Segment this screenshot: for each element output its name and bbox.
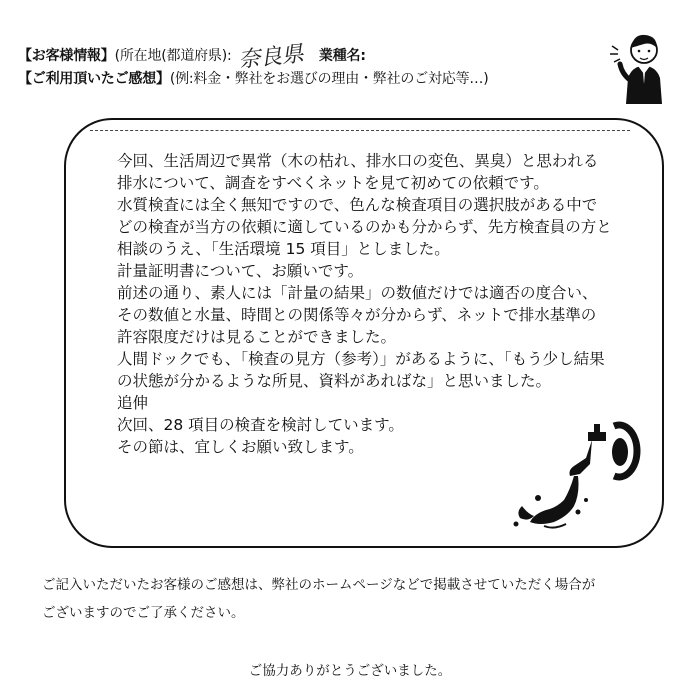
comment-line: 前述の通り、素人には「計量の結果」の数値だけでは適否の度合い、 xyxy=(117,284,598,302)
businessman-illustration xyxy=(608,30,668,105)
comment-line: その数値と水量、時間との関係等々が分からず、ネットで排水基準の xyxy=(117,306,597,324)
industry-label: 業種名: xyxy=(318,48,366,64)
comment-line: 追伸 xyxy=(117,394,149,412)
prefecture-handwritten: 奈良県 xyxy=(236,41,305,74)
comment-line: 水質検査には全く無知ですので、色んな検査項目の選択肢がある中で xyxy=(117,196,598,214)
comment-body xyxy=(117,150,637,458)
publication-notice-line1: ご記入いただいたお客様のご感想は、弊社のホームページなどで掲載させていただく場合が xyxy=(42,577,596,593)
impressions-row xyxy=(18,68,488,88)
comment-top-dashed-line xyxy=(90,130,630,131)
faucet-drainage-illustration xyxy=(508,418,648,533)
customer-info-row xyxy=(18,40,366,74)
comment-line: 次回、28 項目の検査を検討しています。 xyxy=(117,416,404,434)
publication-notice-line2: ございますのでご了承ください。 xyxy=(42,605,245,621)
customer-info-label: 【お客様情報】 xyxy=(18,48,115,64)
comment-line: どの検査が当方の依頼に適しているのかも分からず、先方検査員の方と xyxy=(117,218,612,236)
comment-line: の状態が分かるような所見、資料があればな」と思いました。 xyxy=(117,372,552,390)
comment-line: 今回、生活周辺で異常（木の枯れ、排水口の変色、異臭）と思われる xyxy=(117,152,599,170)
thanks-message: ご協力ありがとうございました。 xyxy=(248,663,452,679)
comment-line: 許容限度だけは見ることができました。 xyxy=(117,328,397,346)
comment-line: 計量証明書について、お願いです。 xyxy=(117,262,364,280)
impressions-label: 【ご利用頂いたご感想】 xyxy=(18,71,170,87)
location-label: (所在地(都道府県): xyxy=(114,48,232,64)
comment-line: 人間ドックでも、「検査の見方（参考）」があるように、「もう少し結果 xyxy=(117,350,605,368)
comment-line: その節は、宜しくお願い致します。 xyxy=(117,438,364,456)
impressions-hint: (例:料金・弊社をお選びの理由・弊社のご対応等…) xyxy=(169,71,489,87)
comment-line: 相談のうえ、「生活環境 15 項目」としました。 xyxy=(117,240,450,258)
comment-line: 排水について、調査をすべくネットを見て初めての依頼です。 xyxy=(117,174,549,192)
